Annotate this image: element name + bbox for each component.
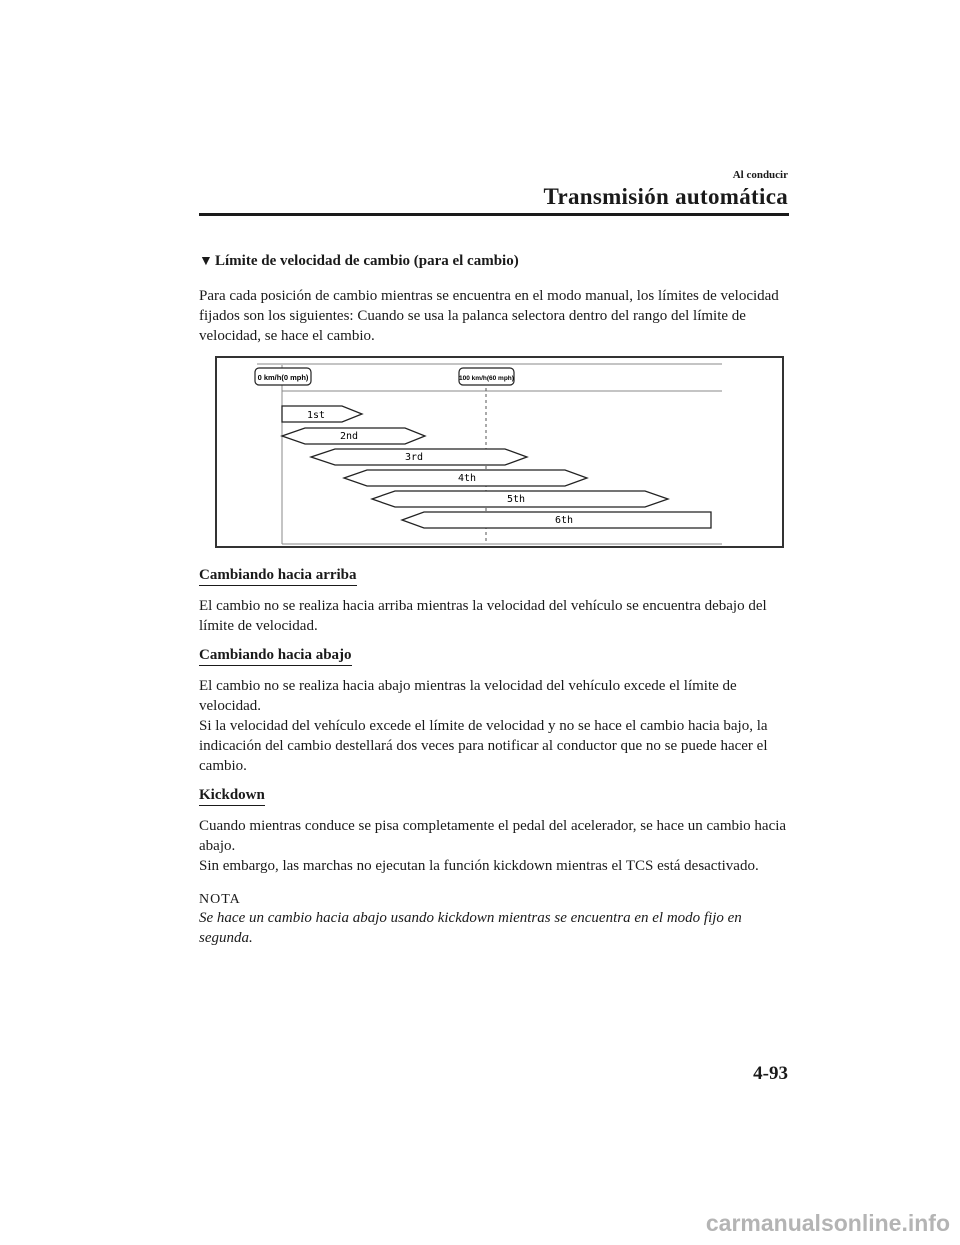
section-heading-text: Límite de velocidad de cambio (para el cambio)	[215, 253, 519, 269]
note-label: NOTA	[199, 892, 241, 907]
downshift-paragraph-2: Si la velocidad del vehículo excede el límite de velocidad y no se hace el cambio hacia bajo, la indicación del cambio destellará dos veces para notificar al conductor que no se puede hacer el cambio.	[199, 718, 768, 774]
gear-label-4th: 4th	[457, 473, 477, 484]
gear-label-2nd: 2nd	[339, 431, 359, 442]
intro-paragraph: Para cada posición de cambio mientras se encuentra en el modo manual, los límites de velocidad fijados son los siguientes: Cuando se usa la palanca selectora dentro del rango del límite de velocidad, se hace el cambio.	[199, 288, 779, 344]
gear-label-1st: 1st	[306, 410, 326, 421]
page-number: 4-93	[753, 1063, 788, 1084]
note-text: Se hace un cambio hacia abajo usando kickdown mientras se encuentra en el modo fijo en segunda.	[199, 910, 742, 946]
downshift-heading: Cambiando hacia abajo	[199, 647, 352, 666]
kickdown-paragraph-2: Sin embargo, las marchas no ejecutan la función kickdown mientras el TCS está desactivado.	[199, 858, 759, 874]
upshift-paragraph: El cambio no se realiza hacia arriba mientras la velocidad del vehículo se encuentra debajo del límite de velocidad.	[199, 598, 767, 634]
section-title: Transmisión automática	[543, 184, 788, 209]
downshift-paragraph-1: El cambio no se realiza hacia abajo mientras la velocidad del vehículo excede el límite de velocidad.	[199, 678, 737, 714]
label-low-speed: 0 km/h(0 mph)	[257, 373, 309, 382]
kickdown-paragraph-1: Cuando mientras conduce se pisa completamente el pedal del acelerador, se hace un cambio hacia abajo.	[199, 818, 787, 854]
shift-speed-diagram-svg	[217, 358, 782, 546]
section-heading	[199, 253, 799, 270]
header-rule	[199, 213, 789, 216]
label-high-speed: 100 km/h(60 mph)	[459, 375, 514, 382]
gear-label-5th: 5th	[506, 494, 526, 505]
gear-label-3rd: 3rd	[404, 452, 424, 463]
triangle-marker-icon: ▼	[199, 254, 213, 269]
kickdown-heading: Kickdown	[199, 787, 265, 806]
page-content	[199, 253, 799, 948]
watermark: carmanualsonline.info	[705, 1210, 950, 1236]
shift-speed-diagram	[215, 356, 784, 548]
section-kicker: Al conducir	[732, 169, 788, 181]
upshift-heading: Cambiando hacia arriba	[199, 567, 357, 586]
gear-label-6th: 6th	[554, 515, 574, 526]
